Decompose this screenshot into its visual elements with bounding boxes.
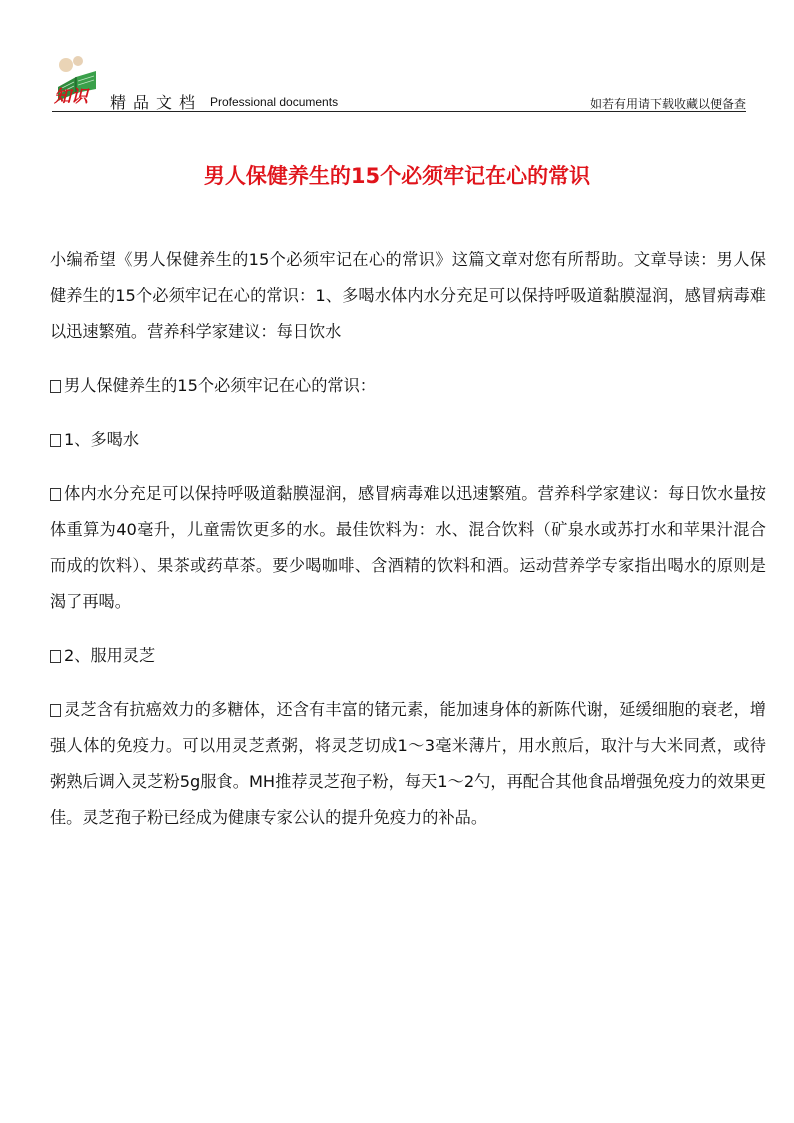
paragraph-text: 体内水分充足可以保持呼吸道黏膜湿润，感冒病毒难以迅速繁殖。营养科学家建议：每日饮水量按体重算为40毫升，儿童需饮更多的水。最佳饮料为：水、混合饮料（矿泉水或苏打水和苹果汁混合而成的饮料）、果茶或药草茶。要少喝咖啡、含酒精的饮料和酒。运动营养学专家指出喝水的原则是渴了再喝。: [50, 484, 766, 611]
checkbox-glyph-icon: [50, 434, 61, 447]
checkbox-glyph-icon: [50, 380, 61, 393]
brand-name: 精品文档: [110, 93, 203, 112]
paragraph: [50, 422, 766, 458]
paragraph: [50, 692, 766, 836]
book-logo-icon: [52, 55, 106, 107]
paragraph-text: 小编希望《男人保健养生的15个必须牢记在心的常识》这篇文章对您有所帮助。文章导读：男人保健养生的15个必须牢记在心的常识：1、多喝水体内水分充足可以保持呼吸道黏膜湿润，感冒病毒难以迅速繁殖。营养科学家建议：每日饮水: [50, 250, 766, 341]
checkbox-glyph-icon: [50, 650, 61, 663]
page-header: [52, 55, 746, 115]
download-notice: 如若有用请下载收藏以便备查: [589, 97, 746, 111]
paragraph: [50, 638, 766, 674]
paragraph: [50, 476, 766, 620]
header-divider: [52, 111, 746, 112]
document-body: [50, 242, 766, 854]
paragraph-text: 男人保健养生的15个必须牢记在心的常识：: [64, 376, 376, 395]
checkbox-glyph-icon: [50, 704, 61, 717]
paragraph-text: 2、服用灵芝: [64, 646, 156, 665]
paragraph: [50, 242, 766, 350]
brand-tagline: Professional documents: [210, 95, 339, 109]
paragraph-text: 1、多喝水: [64, 430, 140, 449]
checkbox-glyph-icon: [50, 488, 61, 501]
paragraph: [50, 368, 766, 404]
paragraph-text: 灵芝含有抗癌效力的多糖体，还含有丰富的锗元素，能加速身体的新陈代谢，延缓细胞的衰老，增强人体的免疫力。可以用灵芝煮粥，将灵芝切成1～3毫米薄片，用水煎后，取汁与大米同煮，或待粥熟后调入灵芝粉5g服食。MH推荐灵芝孢子粉，每天1～2勺，再配合其他食品增强免疫力的效果更佳。灵芝孢子粉已经成为健康专家公认的提升免疫力的补品。: [50, 700, 766, 827]
logo-lettering: 知识: [54, 87, 88, 107]
document-title: 男人保健养生的15个必须牢记在心的常识: [203, 164, 591, 188]
